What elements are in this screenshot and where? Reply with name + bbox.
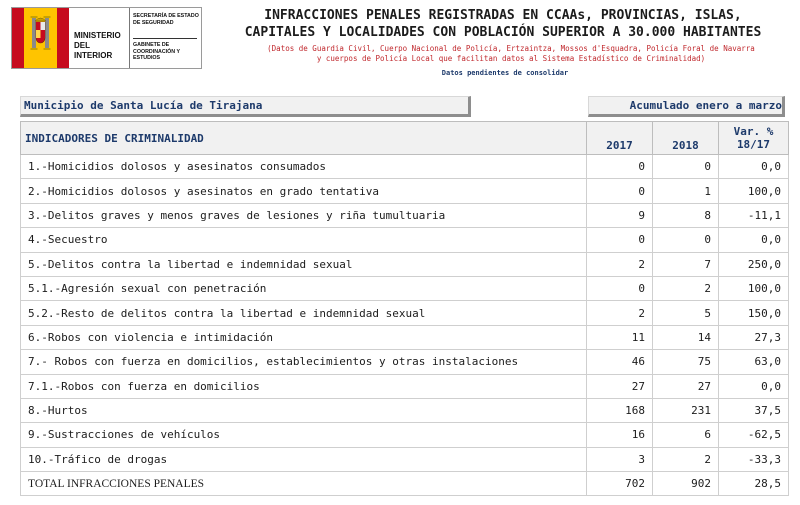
row-label: 2.-Homicidios dolosos y asesinatos en grado tentativa — [21, 179, 587, 203]
total-label: TOTAL INFRACCIONES PENALES — [21, 472, 587, 496]
row-label: 8.-Hurtos — [21, 398, 587, 422]
row-label: 7.1.-Robos con fuerza en domicilios — [21, 374, 587, 398]
value-2018: 75 — [653, 350, 719, 374]
value-variation: -11,1 — [719, 203, 789, 227]
report-subtitle — [230, 44, 792, 63]
row-label: 6.-Robos con violencia e intimidación — [21, 325, 587, 349]
value-2017: 27 — [587, 374, 653, 398]
row-label: 3.-Delitos graves y menos graves de lesiones y riña tumultuaria — [21, 203, 587, 227]
municipality-selector[interactable]: Municipio de Santa Lucía de Tirajana — [20, 96, 471, 117]
ministry-label: MINISTERIO DEL INTERIOR — [74, 31, 121, 60]
total-2018: 902 — [653, 472, 719, 496]
value-2018: 2 — [653, 447, 719, 471]
column-header-indicators: INDICADORES DE CRIMINALIDAD — [21, 122, 587, 155]
value-variation: 100,0 — [719, 179, 789, 203]
value-2017: 9 — [587, 203, 653, 227]
value-2018: 7 — [653, 252, 719, 276]
value-2017: 16 — [587, 423, 653, 447]
total-variation: 28,5 — [719, 472, 789, 496]
variation-header-line-1: Var. % — [733, 125, 774, 138]
report-title-line-1: INFRACCIONES PENALES REGISTRADAS EN CCAAs, PROVINCIAS, ISLAS, — [264, 8, 742, 23]
value-2017: 0 — [587, 276, 653, 300]
table-row — [21, 423, 789, 447]
value-2017: 0 — [587, 179, 653, 203]
value-2018: 6 — [653, 423, 719, 447]
table-row — [21, 325, 789, 349]
ministry-block — [70, 8, 130, 68]
value-2018: 1 — [653, 179, 719, 203]
value-2018: 8 — [653, 203, 719, 227]
row-label: 5.-Delitos contra la libertad e indemnidad sexual — [21, 252, 587, 276]
value-variation: 0,0 — [719, 155, 789, 179]
logo-divider — [133, 38, 197, 39]
table-row — [21, 155, 789, 179]
value-variation: 250,0 — [719, 252, 789, 276]
value-variation: 150,0 — [719, 301, 789, 325]
value-variation: 27,3 — [719, 325, 789, 349]
value-2018: 14 — [653, 325, 719, 349]
table-row — [21, 374, 789, 398]
table-row — [21, 398, 789, 422]
value-variation: -33,3 — [719, 447, 789, 471]
value-variation: 63,0 — [719, 350, 789, 374]
pending-data-note: Datos pendientes de consolidar — [441, 69, 569, 77]
row-label: 4.-Secuestro — [21, 228, 587, 252]
report-subtitle-line-1: (Datos de Guardia Civil, Cuerpo Nacional de Policía, Ertzaintza, Mossos d'Esquadra, Policía Foral de Navarra — [267, 44, 755, 53]
value-2017: 0 — [587, 155, 653, 179]
row-label: 7.- Robos con fuerza en domicilios, establecimientos y otras instalaciones — [21, 350, 587, 374]
spanish-flag-coat-of-arms-icon — [12, 8, 69, 68]
value-2018: 27 — [653, 374, 719, 398]
report-title-line-2: CAPITALES Y LOCALIDADES CON POBLACIÓN SUPERIOR A 30.000 HABITANTES — [244, 25, 762, 40]
table-row — [21, 252, 789, 276]
table-header-row — [21, 122, 789, 155]
value-2017: 2 — [587, 301, 653, 325]
value-2017: 46 — [587, 350, 653, 374]
row-label: 5.1.-Agresión sexual con penetración — [21, 276, 587, 300]
value-2017: 0 — [587, 228, 653, 252]
crime-indicators-table — [20, 121, 789, 496]
row-label: 5.2.-Resto de delitos contra la libertad e indemnidad sexual — [21, 301, 587, 325]
report-subtitle-line-2: y cuerpos de Policía Local que facilitan datos al Sistema Estadístico de Criminalidad) — [316, 53, 706, 63]
value-2018: 5 — [653, 301, 719, 325]
period-selector[interactable]: Acumulado enero a marzo — [588, 96, 785, 117]
ministry-logo — [11, 7, 202, 69]
total-row — [21, 472, 789, 496]
cabinet-label: GABINETE DE COORDINACIÓN Y ESTUDIOS — [133, 42, 180, 61]
value-2018: 2 — [653, 276, 719, 300]
value-2017: 2 — [587, 252, 653, 276]
value-variation: 0,0 — [719, 374, 789, 398]
column-header-2017: 2017 — [587, 122, 653, 155]
secretariat-label: SECRETARÍA DE ESTADO DE SEGURIDAD — [133, 13, 199, 26]
table-row — [21, 179, 789, 203]
table-row — [21, 350, 789, 374]
row-label: 10.-Tráfico de drogas — [21, 447, 587, 471]
table-row — [21, 228, 789, 252]
table-row — [21, 276, 789, 300]
variation-header-line-2: 18/17 — [736, 138, 771, 151]
column-header-2018: 2018 — [653, 122, 719, 155]
value-2017: 11 — [587, 325, 653, 349]
value-variation: 37,5 — [719, 398, 789, 422]
table-row — [21, 203, 789, 227]
value-2017: 168 — [587, 398, 653, 422]
column-header-variation — [719, 122, 789, 155]
value-variation: -62,5 — [719, 423, 789, 447]
value-2018: 0 — [653, 228, 719, 252]
row-label: 9.-Sustracciones de vehículos — [21, 423, 587, 447]
row-label: 1.-Homicidios dolosos y asesinatos consumados — [21, 155, 587, 179]
total-2017: 702 — [587, 472, 653, 496]
value-2017: 3 — [587, 447, 653, 471]
value-2018: 0 — [653, 155, 719, 179]
table-row — [21, 301, 789, 325]
table-row — [21, 447, 789, 471]
value-variation: 100,0 — [719, 276, 789, 300]
value-2018: 231 — [653, 398, 719, 422]
value-variation: 0,0 — [719, 228, 789, 252]
report-title — [214, 7, 792, 41]
